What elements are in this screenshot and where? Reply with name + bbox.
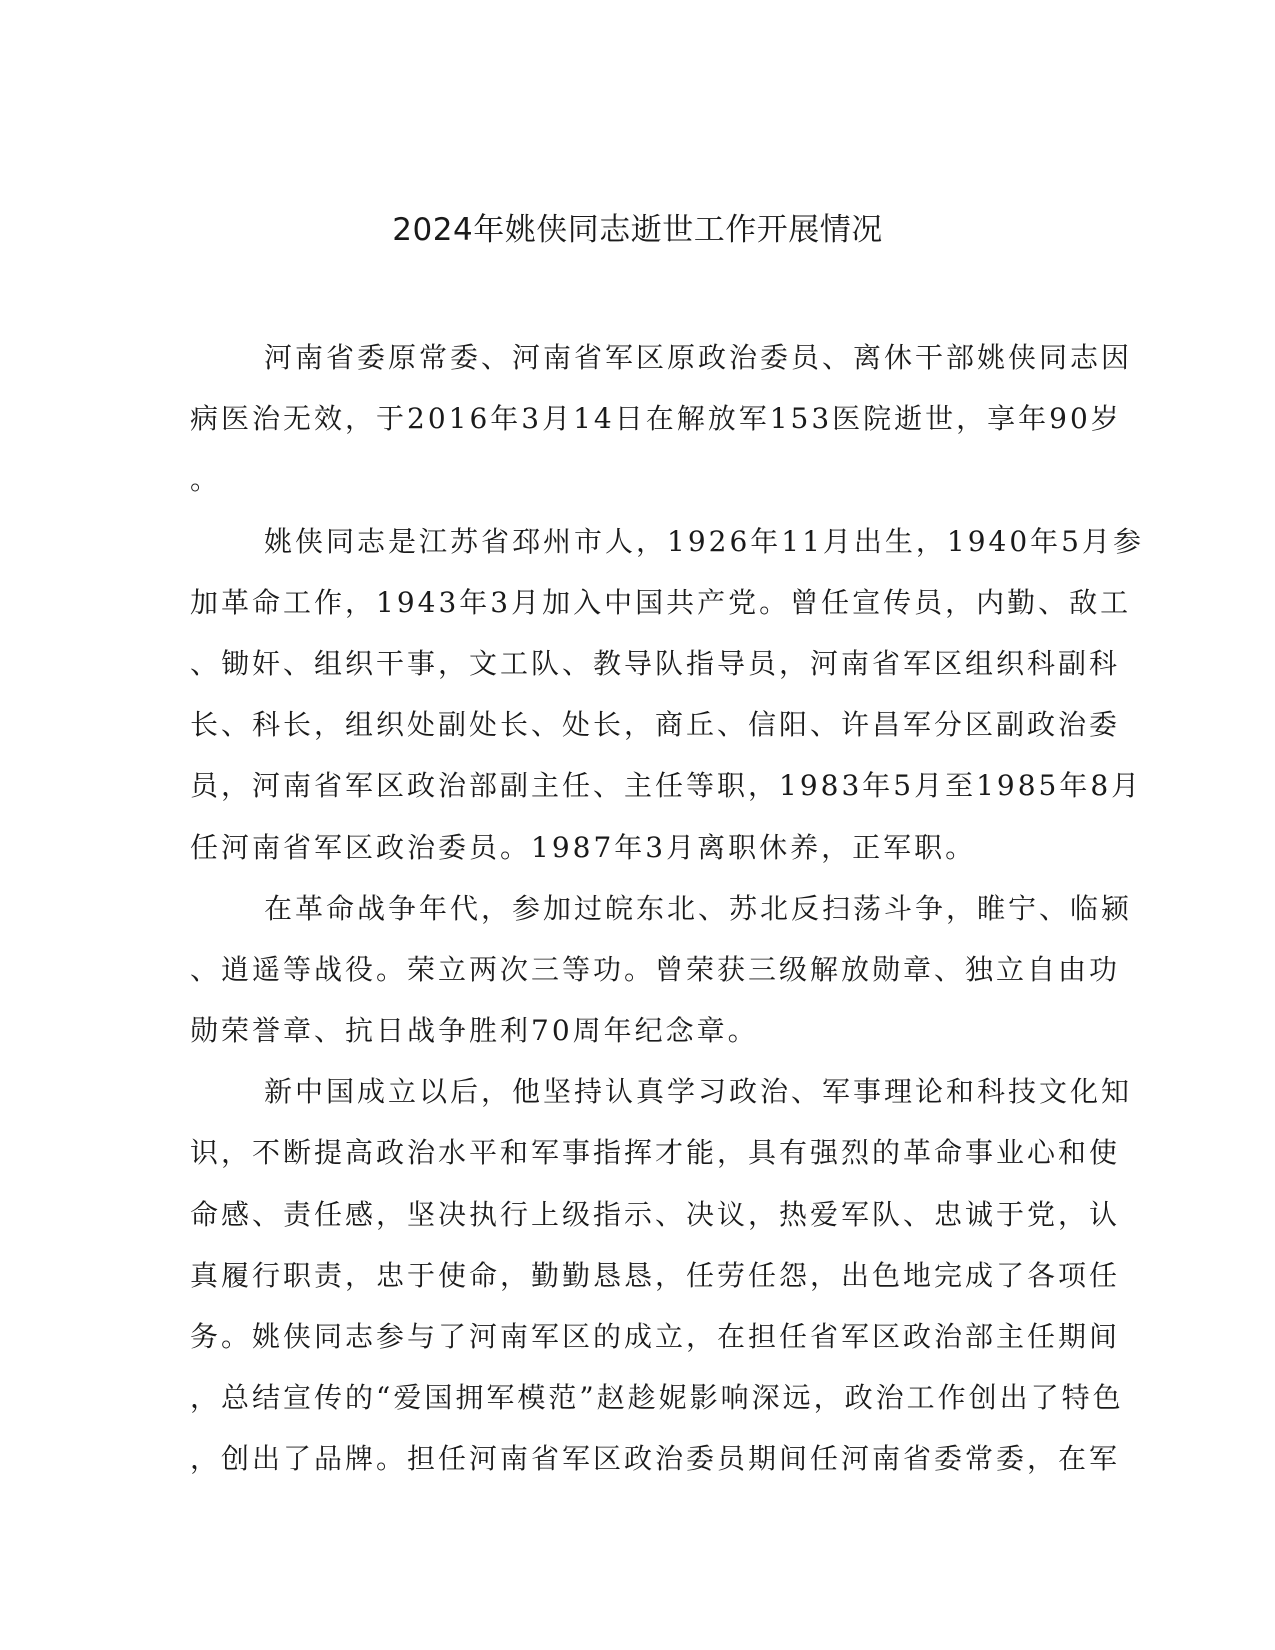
paragraph-2-line-3: 、锄奸、组织干事，文工队、教导队指导员，河南省军区组织科副科 [190, 646, 1121, 680]
paragraph-2-line-4: 长、科长，组织处副处长、处长，商丘、信阳、许昌军分区副政治委 [190, 708, 1121, 742]
paragraph-2-line-6: 任河南省军区政治委员。1987年3月离职休养，正军职。 [190, 830, 977, 864]
paragraph-1-line-1: 河南省委原常委、河南省军区原政治委员、离休干部姚侠同志因 [264, 341, 1133, 374]
paragraph-3-line-3: 勋荣誉章、抗日战争胜利70周年纪念章。 [190, 1014, 759, 1048]
paragraph-4-line-4: 真履行职责，忠于使命，勤勤恳恳，任劳任怨，出色地完成了各项任 [190, 1258, 1121, 1292]
document-title: 2024年姚侠同志逝世工作开展情况 [392, 212, 883, 248]
paragraph-4-line-1: 新中国成立以后，他坚持认真学习政治、军事理论和科技文化知 [264, 1075, 1133, 1109]
paragraph-4-line-6: ，总结宣传的“爱国拥军模范”赵趁妮影响深远，政治工作创出了特色 [190, 1381, 1124, 1415]
paragraph-3-line-1: 在革命战争年代，参加过皖东北、苏北反扫荡斗争，睢宁、临颍 [264, 891, 1133, 925]
paragraph-3-line-2: 、逍遥等战役。荣立两次三等功。曾荣获三级解放勋章、独立自由功 [190, 952, 1121, 986]
paragraph-4-line-5: 务。姚侠同志参与了河南军区的成立，在担任省军区政治部主任期间 [190, 1320, 1121, 1353]
paragraph-2-line-5: 员，河南省军区政治部副主任、主任等职，1983年5月至1985年8月 [190, 769, 1143, 803]
paragraph-1-line-2: 病医治无效，于2016年3月14日在解放军153医院逝世，享年90岁 [190, 402, 1122, 436]
paragraph-4-line-7: ，创出了品牌。担任河南省军区政治委员期间任河南省委常委，在军 [190, 1442, 1121, 1476]
document-body [190, 327, 1144, 1490]
paragraph-2-line-2: 加革命工作，1943年3月加入中国共产党。曾任宣传员，内勤、敌工 [190, 585, 1132, 619]
paragraph-1-line-3: 。 [190, 463, 222, 497]
paragraph-4-line-3: 命感、责任感，坚决执行上级指示、决议，热爱军队、忠诚于党，认 [190, 1197, 1121, 1231]
paragraph-4-line-2: 识，不断提高政治水平和军事指挥才能，具有强烈的革命事业心和使 [190, 1136, 1121, 1170]
paragraph-2-line-1: 姚侠同志是江苏省邳州市人，1926年11月出生，1940年5月参 [264, 524, 1144, 558]
